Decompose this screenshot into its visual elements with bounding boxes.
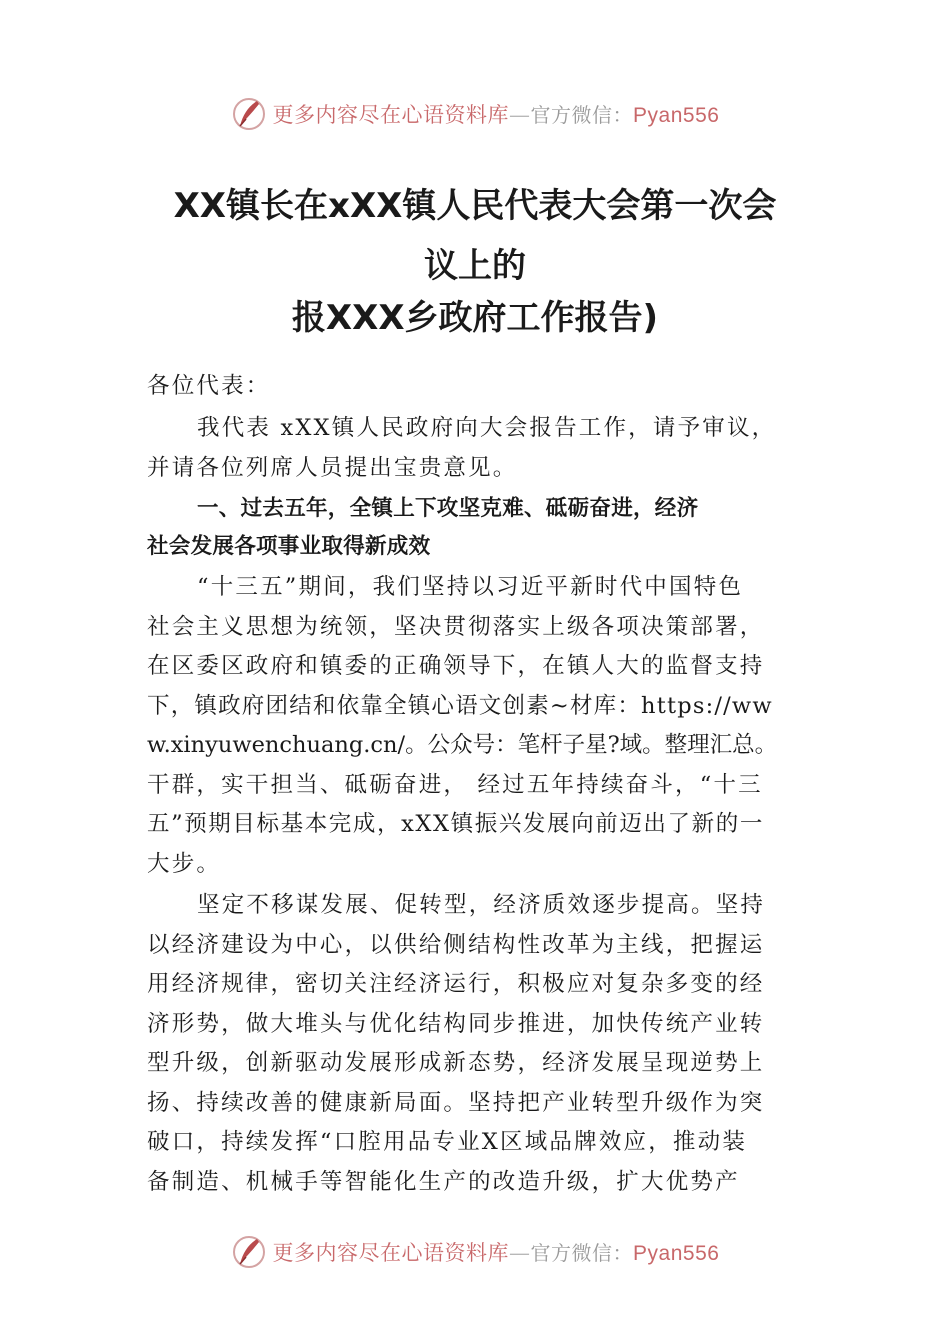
salutation <box>147 367 812 407</box>
watermark-text <box>273 1237 720 1267</box>
heading-line: 社会发展各项事业取得新成效 <box>147 534 431 559</box>
watermark-wechat-id: Pyan556 <box>633 104 720 127</box>
paragraph-line: 坚定不移谋发展、促转型，经济质效逐步提高。坚持 <box>197 892 766 918</box>
paragraph-line: “十三五”期间，我们坚持以习近平新时代中国特色 <box>197 574 744 600</box>
paragraph-line: 备制造、机械手等智能化生产的改造升级，扩大优势产 <box>147 1168 740 1195</box>
watermark-main: 更多内容尽在心语资料库 <box>272 1241 510 1265</box>
watermark-dash: — <box>509 1241 531 1265</box>
document-title-line-3: 报XXX乡政府工作报告) <box>291 298 659 338</box>
paragraph-line: 用经济规律，密切关注经济运行，积极应对复杂多变的经 <box>147 971 765 997</box>
paragraph-line: 以经济建设为中心，以供给侧结构性改革为主线，把握运 <box>147 931 765 958</box>
intro-line: 我代表 xXX镇人民政府向大会报告工作，请予审议， <box>197 415 777 441</box>
paragraph-2 <box>147 886 812 1202</box>
paragraph-line: 破口，持续发挥“口腔用品专业X区域品牌效应，推动装 <box>147 1129 748 1155</box>
paragraph-line: 社会主义思想为统领，坚决贯彻落实上级各项决策部署， <box>147 613 765 640</box>
document-title-line-2: 议上的 <box>424 246 526 286</box>
watermark-footer <box>0 1232 950 1272</box>
paragraph-line: 济形势，做大堆头与优化结构同步推进，加快传统产业转 <box>147 1010 765 1037</box>
paragraph-line: 五”预期目标基本完成，xXX镇振兴发展向前迈出了新的一 <box>147 811 764 837</box>
salutation-text: 各位代表： <box>147 373 271 399</box>
paragraph-1 <box>147 568 812 884</box>
watermark-wechat-id: Pyan556 <box>633 1242 720 1265</box>
watermark-wechat-label: 官方微信： <box>530 103 634 127</box>
intro-paragraph <box>147 409 812 488</box>
watermark-wechat-label: 官方微信： <box>530 1241 634 1265</box>
quill-logo-icon <box>231 1234 267 1270</box>
watermark-text <box>273 99 720 129</box>
paragraph-line: w.xinyuwenchuang.cn/。公众号：笔杆子星?域。整理汇总。 <box>147 732 778 758</box>
watermark-main: 更多内容尽在心语资料库 <box>272 103 510 127</box>
paragraph-line: 干群，实干担当、砥砺奋进， 经过五年持续奋斗，“十三 <box>147 771 763 798</box>
paragraph-line: 型升级，创新驱动发展形成新态势，经济发展呈现逆势上 <box>147 1050 765 1076</box>
paragraph-line: 大步。 <box>147 850 222 877</box>
paragraph-line: 在区委区政府和镇委的正确领导下，在镇人大的监督支持 <box>147 653 765 679</box>
quill-logo-icon <box>231 96 267 132</box>
watermark-header <box>0 94 950 134</box>
heading-line: 一、过去五年，全镇上下攻坚克难、砥砺奋进，经济 <box>197 496 699 521</box>
paragraph-line: 扬、持续改善的健康新局面。坚持把产业转型升级作为突 <box>147 1089 765 1116</box>
section-1-heading <box>147 490 812 566</box>
paragraph-line: 下，镇政府团结和依靠全镇心语文创素~材库：https://ww <box>147 692 773 719</box>
document-title-line-1: XX镇长在xXX镇人民代表大会第一次会 <box>173 186 777 226</box>
watermark-dash: — <box>509 103 531 127</box>
intro-line: 并请各位列席人员提出宝贵意见。 <box>147 454 518 481</box>
